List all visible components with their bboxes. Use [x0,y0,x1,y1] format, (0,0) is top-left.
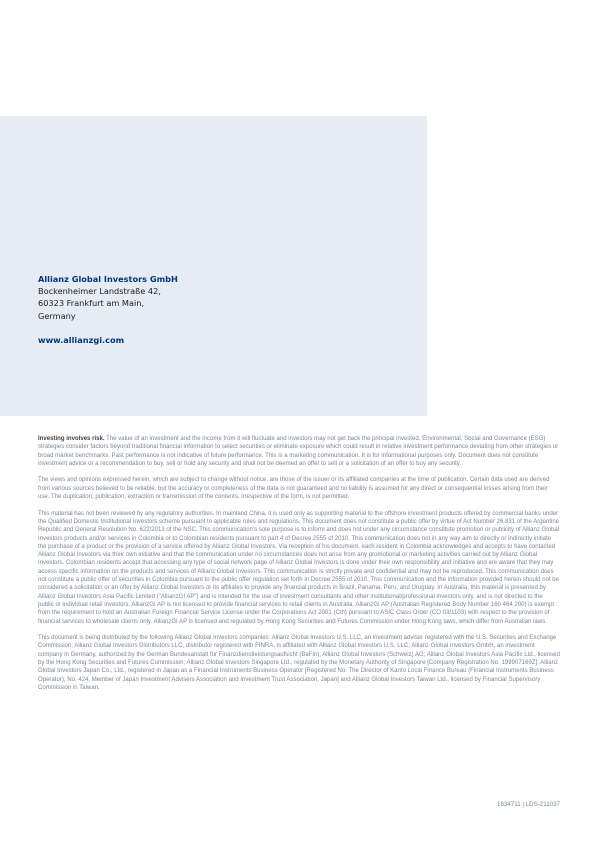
disclaimer-paragraph-risk [38,435,560,468]
contact-panel [0,116,427,416]
disclaimer [38,435,560,701]
document-reference: 1634711 | LDS-211037 [497,801,560,808]
website-link[interactable]: www.allianzgi.com [38,335,125,346]
address-line-country: Germany [38,310,76,321]
contact-block [38,273,178,346]
disclaimer-paragraph-views: The views and opinions expressed herein, which are subject to change without notice, are those of the issuer or its affiliated companies at the time of publication. Certain data used are derived from various sources believed to be reliable, but the accuracy or completeness of the data is not guaranteed and no liability is assumed for any direct or consequential losses arising from their use. The duplication, publication, extraction or transmission of the contents, irrespective of the form, is not permitted. [38,477,550,501]
address-line-street: Bockenheimer Landstraße 42, [38,286,161,296]
address-line-city: 60323 Frankfurt am Main, [38,298,145,309]
disclaimer-risk-text: The value of an investment and the income from it will fluctuate and investors may not get back the principal invested. Environmental, Social and Governance (ESG) strategies consider factors beyond traditional financial information to select securities or eliminate exposure which could result in relative investment performance deviating from other strategies or broad market benchmarks. Past performance is not indicative of future performance. This is a marketing communication. It is for informational purposes only. Document does not constitute investment advice or a recommendation to buy, sell or hold any security and shall not be deemed an offer to sell or a solicitation of an offer to buy any security. [38,436,559,467]
company-name: Allianz Global Investors GmbH [38,274,178,284]
disclaimer-paragraph-regulatory: This material has not been reviewed by any regulatory authorities. In mainland China, it is used only as supporting material to the offshore investment products offered by commercial banks under the Qualified Domestic Institutional Investors scheme pursuant to applicable rules and regulations. This document does not constitute a public offer by virtue of Act Number 26.831 of the Argentine Republic and General Resolution No. 622/2013 of the NSC. This communication's sole purpose is to inform and does not under any circumstance constitute promotion or publicity of Allianz Global Investors products and/or services in Colombia or to Colombian residents pursuant to part 4 of Decree 2555 of 2010. This communication does not in any way aim to directly or indirectly initiate the purchase of a product or the provision of a service offered by Allianz Global Investors. Via reception of his document, each resident in Colombia acknowledges and accepts to have contacted Allianz Global Investors via their own initiative and that the communication under no circumstances does not arise from any promotional or marketing activities carried out by Allianz Global Investors. Colombian residents accept that accessing any type of social network page of Allianz Global Investors is done under their own responsibility and initiative and are aware that they may access specific information on the products and services of Allianz Global Investors. This communication is strictly private and confidential and may not be reproduced. This communication does not constitute a public offer of securities in Colombia pursuant to the public offer regulation set forth in Decree 2555 of 2010. This communication and the information provided herein should not be considered a solicitation or an offer by Allianz Global Investors or its affiliates to provide any financial products in Brazil, Panama, Peru, and Uruguay. In Australia, this material is presented by Allianz Global Investors Asia Pacific Limited ("AllianzGI AP") and is intended for the use of investment consultants and other institutional/professional investors only, and is not directed to the public or individual retail investors. AllianzGI AP is not licensed to provide financial services to retail clients in Australia. AllianzGI AP (Australian Registered Body Number 160 464 200) is exempt from the requirement to hold an Australian Foreign Financial Service License under the Corporations Act 2001 (Cth) pursuant to ASIC Class Order (CO 03/1103) with respect to the provision of financial services to wholesale clients only. AllianzGI AP is licensed and regulated by Hong Kong Securities and Futures Commission under Hong Kong laws, which differ from Australian laws. [38,510,560,625]
disclaimer-paragraph-distribution: This document is being distributed by the following Allianz Global Investors companies: Allianz Global Investors U.S. LLC, an investment adviser registered with the U.S. Securities and Exchange Commission; Allianz Global Investors Distributors LLC, distributor registered with FINRA, is affiliated with Allianz Global Investors U.S. LLC; Allianz Global Investors GmbH, an investment company in Germany, authorized by the German Bundesanstalt für Finanzdienstleistungsaufsicht (BaFin); Allianz Global Investors (Schweiz) AG; Allianz Global Investors Asia Pacific Ltd., licensed by the Hong Kong Securities and Futures Commission; Allianz Global Investors Singapore Ltd., regulated by the Monetary Authority of Singapore [Company Registration No. 199907169Z]; Allianz Global Investors Japan Co., Ltd., registered in Japan as a Financial Instruments Business Operator [Registered No. The Director of Kanto Local Finance Bureau (Financial Instruments Business Operator), No. 424, Member of Japan Investment Advisers Association and Investment Trust Association, Japan] and Allianz Global Investors Taiwan Ltd., licensed by Financial Supervisory Commission in Taiwan. [38,635,560,691]
disclaimer-lead: Investing involves risk. [38,436,105,442]
